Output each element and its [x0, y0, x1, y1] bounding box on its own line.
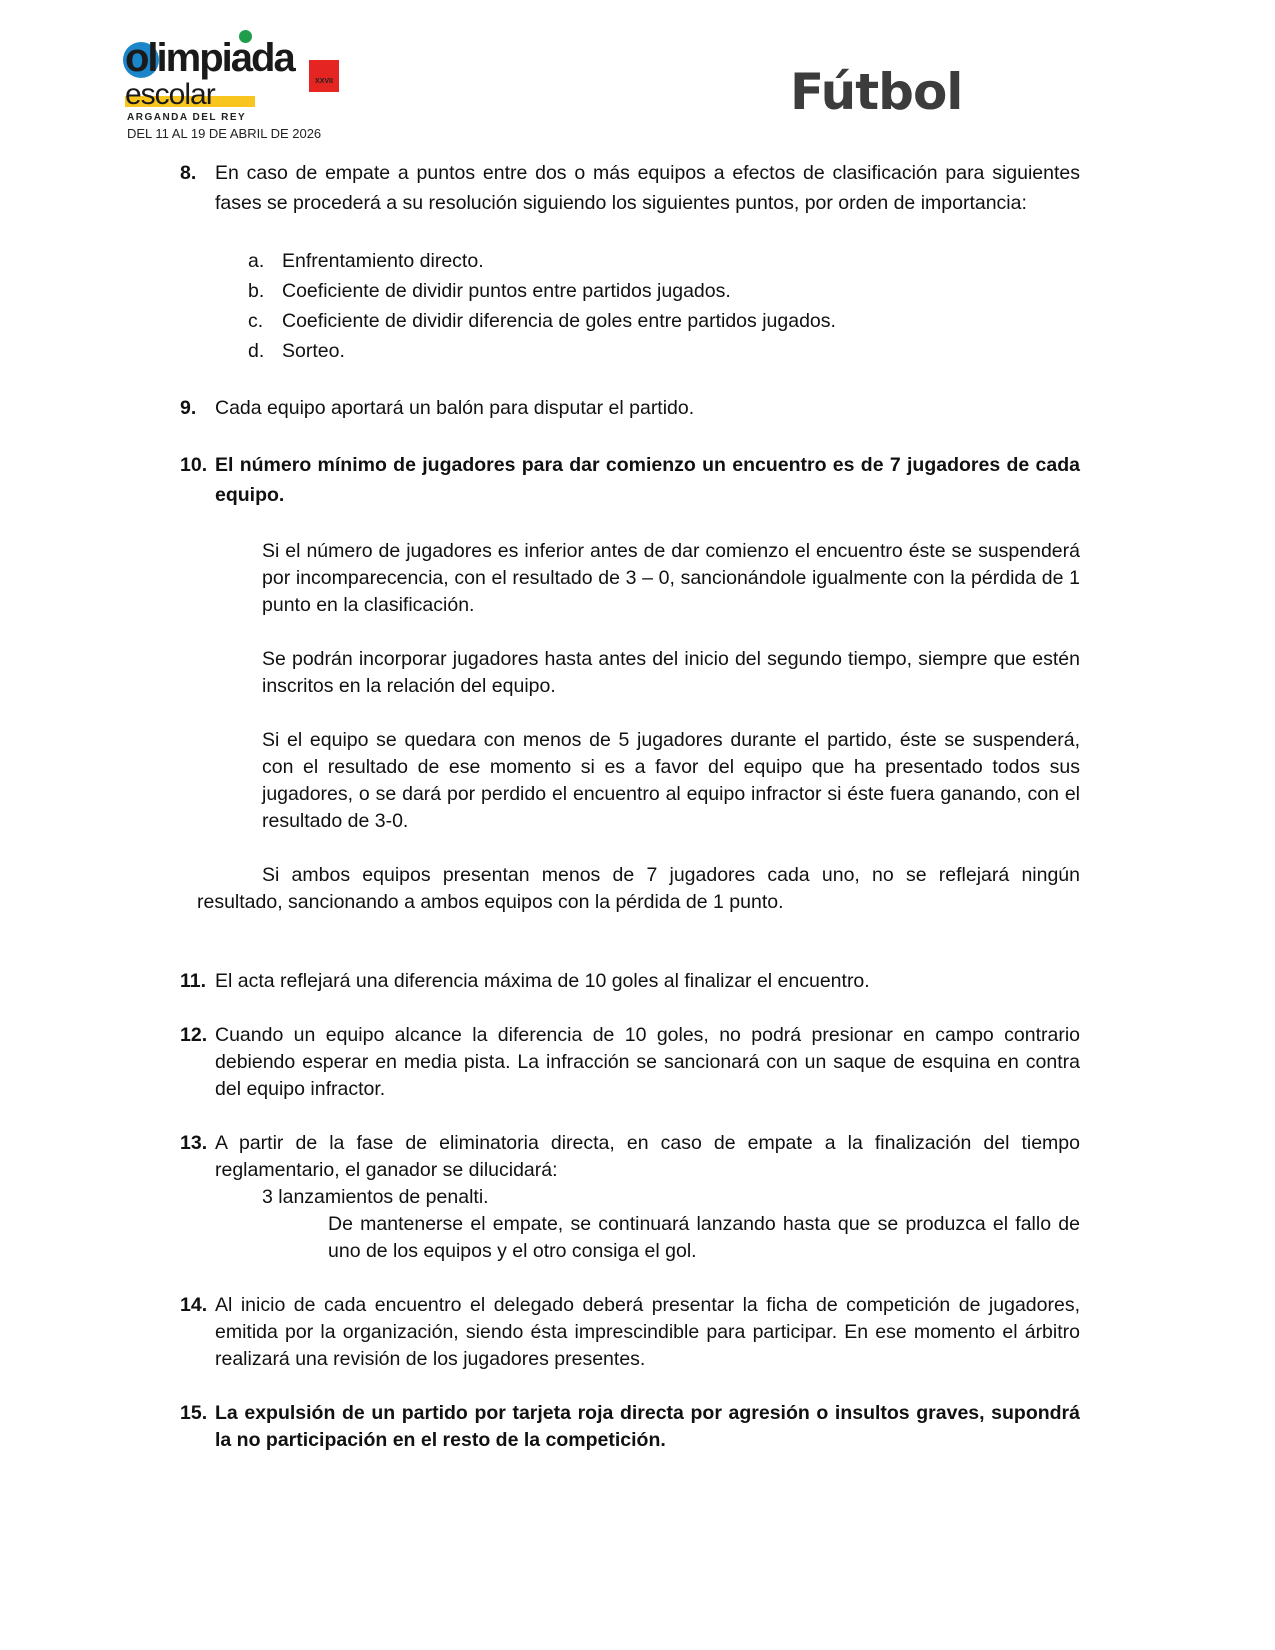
- rule-9: [180, 395, 1080, 422]
- spacer: [180, 995, 1080, 1022]
- rule-10: [180, 451, 1080, 510]
- rule-10-paragraph: Se podrán incorporar jugadores hasta antes del inicio del segundo tiempo, siempre que estén inscritos en la relación del equipo.: [262, 647, 1080, 697]
- logo-word-escolar: escolar: [125, 78, 215, 111]
- rule-number: 14.: [180, 1293, 208, 1316]
- rule-8: [180, 159, 1080, 218]
- rule-number: 9.: [180, 397, 197, 420]
- spacer: [180, 700, 1080, 727]
- list-item: [248, 307, 1080, 337]
- rule-13: [180, 1130, 1080, 1184]
- page-header: [0, 0, 1275, 150]
- logo-city: ARGANDA DEL REY: [127, 112, 247, 123]
- logo-red-box: [309, 60, 339, 92]
- rule-14: [180, 1292, 1080, 1373]
- spacer: [180, 1103, 1080, 1130]
- rule-text: Cuando un equipo alcance la diferencia de 10 goles, no podrá presionar en campo contrario debiendo esperar en media pista. La infracción se sancionará con un saque de esquina en contra del equipo infractor.: [215, 1023, 1080, 1100]
- rule-12: [180, 1022, 1080, 1103]
- spacer: [180, 916, 1080, 968]
- rule-text: Cada equipo aportará un balón para disputar el partido.: [215, 397, 695, 420]
- rule-number: 10.: [180, 454, 208, 477]
- list-letter: d.: [248, 339, 265, 362]
- list-letter: b.: [248, 280, 265, 303]
- logo-dates: DEL 11 AL 19 DE ABRIL DE 2026: [127, 126, 322, 141]
- spacer: [180, 1373, 1080, 1400]
- rule-13-sudden-death: De mantenerse el empate, se continuará lanzando hasta que se produzca el fallo de uno de los equipos y el otro consiga el gol.: [328, 1212, 1080, 1262]
- list-item: [248, 277, 1080, 307]
- list-letter: c.: [248, 309, 264, 332]
- rule-11: [180, 968, 1080, 995]
- rule-text: A partir de la fase de eliminatoria directa, en caso de empate a la finalización del tiempo reglamentario, el ganador se dilucidará:: [215, 1131, 1080, 1181]
- spacer: [180, 511, 1080, 538]
- rule-number: 8.: [180, 162, 197, 184]
- spacer: [180, 1265, 1080, 1292]
- spacer: [180, 835, 1080, 862]
- rules-content: [180, 150, 1080, 1454]
- rule-text: El acta reflejará una diferencia máxima de 10 goles al finalizar el encuentro.: [215, 969, 870, 992]
- rule-text: La expulsión de un partido por tarjeta roja directa por agresión o insultos graves, supondrá la no participación en el resto de la competición.: [215, 1401, 1080, 1451]
- list-item: [248, 337, 1080, 367]
- rule-13-penalties: 3 lanzamientos de penalti.: [262, 1185, 489, 1208]
- rule-text: El número mínimo de jugadores para dar comienzo un encuentro es de 7 jugadores de cada equipo.: [215, 454, 1080, 506]
- list-text: Sorteo.: [282, 339, 345, 362]
- logo-word-olimpiada: olimpiada: [125, 36, 294, 80]
- rule-10-paragraph: Si ambos equipos presentan menos de 7 jugadores cada uno, no se reflejará ningún resultado, sancionando a ambos equipos con la pérdida de 1 punto.: [197, 863, 1080, 913]
- list-text: Coeficiente de dividir puntos entre partidos jugados.: [282, 280, 731, 303]
- spacer: [180, 366, 1080, 395]
- list-text: Coeficiente de dividir diferencia de goles entre partidos jugados.: [282, 309, 836, 332]
- rule-15: [180, 1400, 1080, 1454]
- olimpiada-escolar-logo: [125, 28, 355, 146]
- rule-10-paragraph: Si el equipo se quedara con menos de 5 jugadores durante el partido, éste se suspenderá, con el resultado de ese momento si es a favor del equipo que ha presentado todos sus jugadores, o se dará por perdido el encuentro al equipo infractor si éste fuera ganando, con el resultado de 3-0.: [262, 728, 1080, 832]
- rule-number: 13.: [180, 1131, 208, 1154]
- rule-number: 15.: [180, 1401, 208, 1424]
- spacer: [180, 619, 1080, 646]
- list-text: Enfrentamiento directo.: [282, 250, 484, 273]
- rule-number: 11.: [180, 969, 207, 992]
- page-title: Fútbol: [790, 63, 963, 121]
- rule-number: 12.: [180, 1023, 208, 1046]
- list-item: [248, 247, 1080, 277]
- tiebreak-list: [248, 247, 1080, 366]
- list-letter: a.: [248, 250, 265, 273]
- logo-edition: XXVII: [315, 78, 333, 85]
- rule-text: En caso de empate a puntos entre dos o más equipos a efectos de clasificación para siguientes fases se procederá a su resolución siguiendo los siguientes puntos, por orden de importancia:: [215, 162, 1080, 214]
- rule-text: Al inicio de cada encuentro el delegado deberá presentar la ficha de competición de jugadores, emitida por la organización, siendo ésta imprescindible para participar. En ese momento el árbitro realizará una revisión de los jugadores presentes.: [215, 1293, 1080, 1370]
- spacer: [180, 422, 1080, 451]
- rule-10-paragraph: Si el número de jugadores es inferior antes de dar comienzo el encuentro éste se suspenderá por incomparecencia, con el resultado de 3 – 0, sancionándole igualmente con la pérdida de 1 punto en la clasificación.: [262, 539, 1080, 616]
